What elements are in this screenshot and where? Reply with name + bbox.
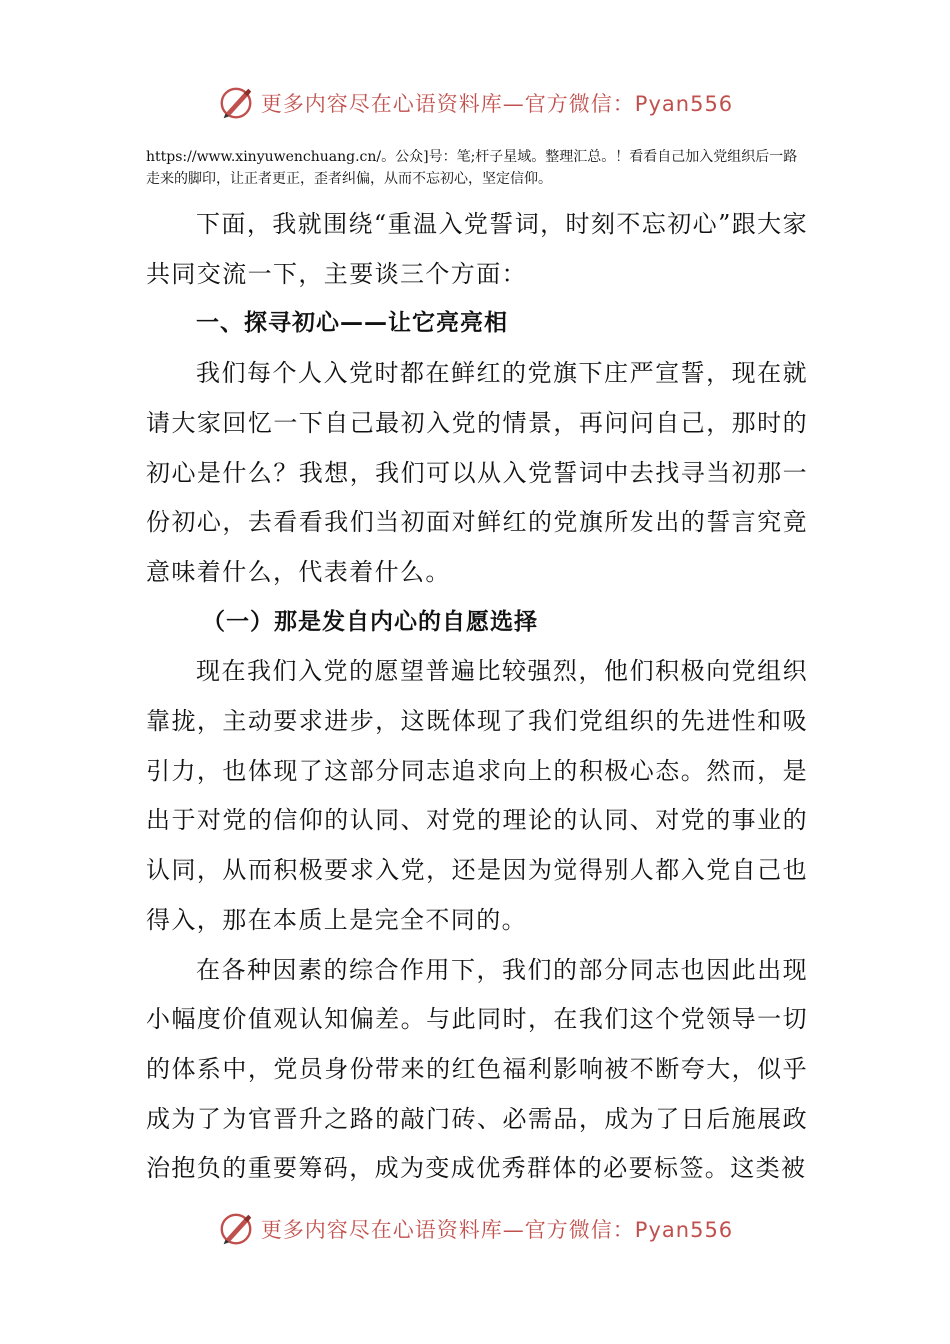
footer-banner	[0, 1210, 950, 1248]
document-body	[146, 146, 808, 1194]
section-heading-1: 一、探寻初心——让它亮亮相	[196, 310, 508, 337]
subsection-heading-1: （一）那是发自内心的自愿选择	[202, 608, 538, 635]
intro-paragraph: 下面，我就围绕“重温入党誓词，时刻不忘初心”跟大家共同交流一下，主要谈三个方面：	[146, 210, 808, 288]
banner-text: 更多内容尽在心语资料库—官方微信：Pyan556	[260, 92, 734, 116]
pen-logo-icon	[217, 1210, 255, 1248]
banner-text: 更多内容尽在心语资料库—官方微信：Pyan556	[260, 1218, 734, 1242]
paragraph-1: 我们每个人入党时都在鲜红的党旗下庄严宣誓，现在就请大家回忆一下自己最初入党的情景，再问问自己，那时的初心是什么？我想，我们可以从入党誓词中去找寻当初那一份初心，去看看我们当初面对鲜红的党旗所发出的誓言究竟意味着什么，代表着什么。	[146, 359, 808, 586]
pen-logo-icon	[217, 84, 255, 122]
paragraph-2: 现在我们入党的愿望普遍比较强烈，他们积极向党组织靠拢，主动要求进步，这既体现了我们党组织的先进性和吸引力，也体现了这部分同志追求向上的积极心态。然而，是出于对党的信仰的认同、对党的理论的认同、对党的事业的认同，从而积极要求入党，还是因为觉得别人都入党自己也得入，那在本质上是完全不同的。	[146, 657, 808, 934]
lead-paragraph: https://www.xinyuwenchuang.cn/。公众]号：笔;杆子星域。整理汇总。！看看自己加入党组织后一路走来的脚印，让正者更正，歪者纠偏，从而不忘初心，坚定信仰。	[146, 149, 798, 187]
paragraph-3: 在各种因素的综合作用下，我们的部分同志也因此出现小幅度价值观认知偏差。与此同时，在我们这个党领导一切的体系中，党员身份带来的红色福利影响被不断夸大，似乎成为了为官晋升之路的敲门砖、必需品，成为了日后施展政治抱负的重要筹码，成为变成优秀群体的必要标签。这类被	[146, 955, 808, 1183]
header-banner	[0, 84, 950, 122]
